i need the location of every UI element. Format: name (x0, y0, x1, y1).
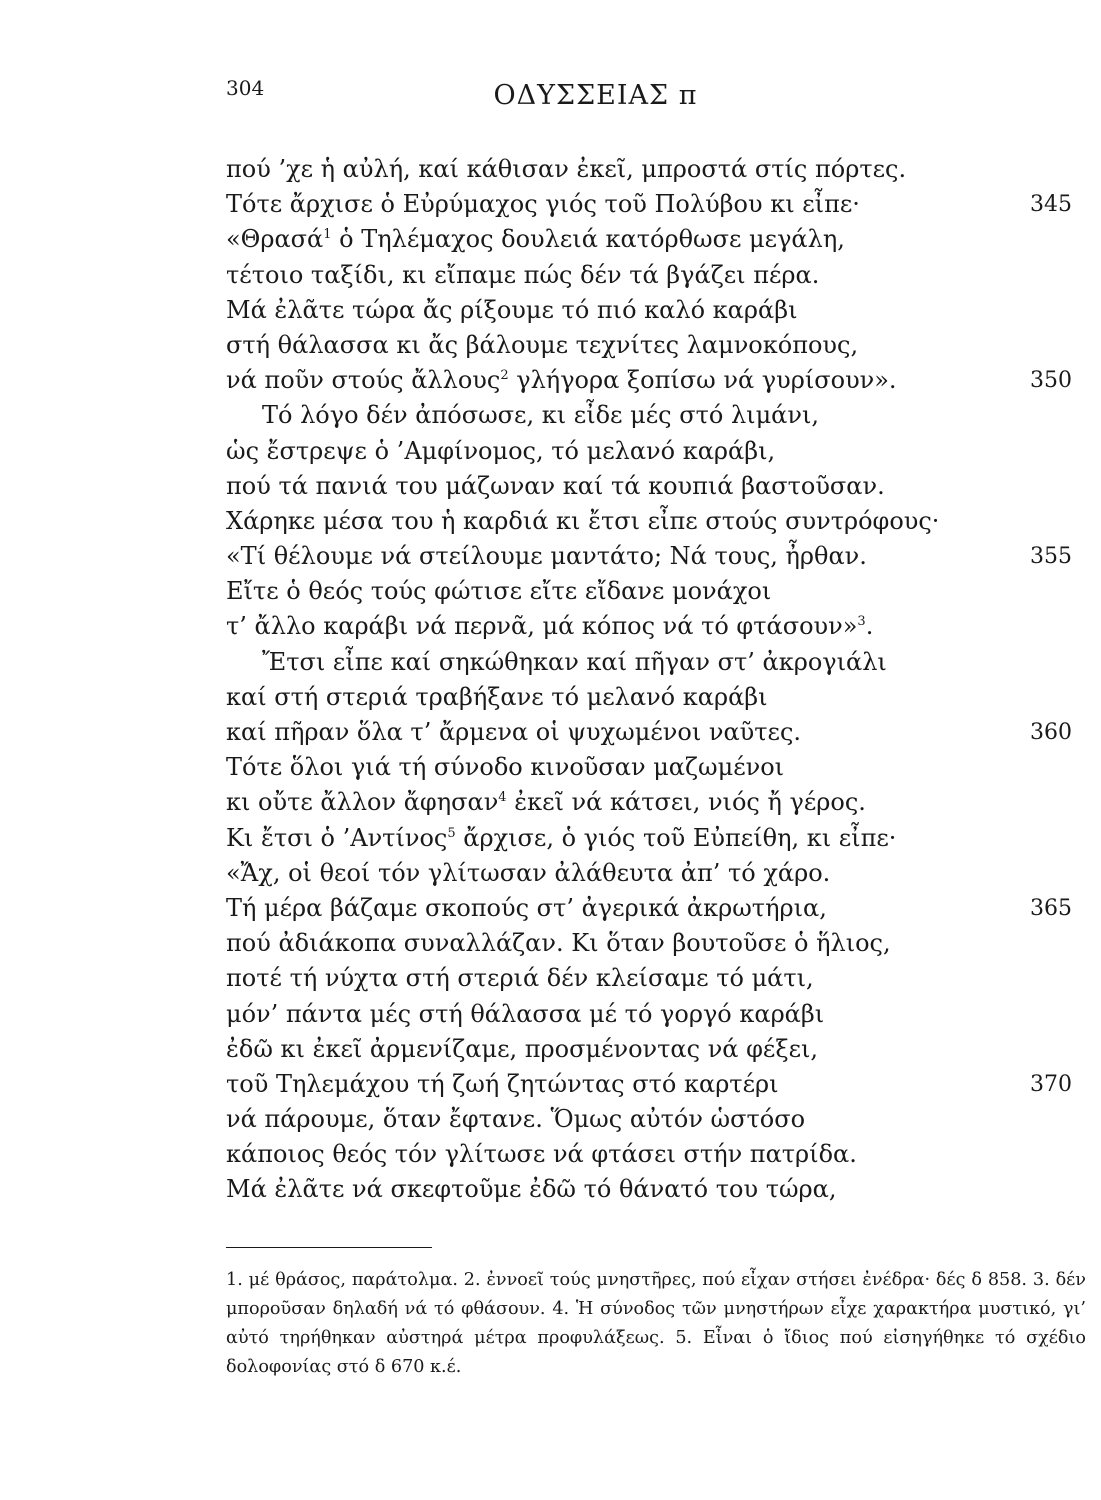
verse-fragment: «Θρασά (226, 225, 324, 254)
verse-fragment: Ἔτσι εἶπε καί σηκώθηκαν καί πῆγαν στ’ ἀκρογιάλι (262, 647, 887, 676)
verse-line (226, 715, 1096, 750)
verse-text (226, 718, 801, 746)
verse-line (226, 750, 1096, 785)
verse-fragment: Τό λόγο δέν ἀπόσωσε, κι εἶδε μές στό λιμάνι, (262, 401, 820, 430)
verse-fragment: μόν’ πάντα μές στή θάλασσα μέ τό γοργό καράβι (226, 999, 825, 1028)
verse-text (226, 753, 784, 781)
verse-line (226, 293, 1096, 328)
verse-fragment: ἐδῶ κι ἐκεῖ ἀρμενίζαμε, προσμένοντας νά φέξει, (226, 1034, 819, 1063)
verse-text (226, 859, 830, 887)
verse-text (226, 1070, 779, 1098)
footnote-marker: 5 (447, 825, 456, 841)
verse-text (226, 1035, 818, 1063)
verse-line (226, 539, 1096, 574)
verse-fragment: ἄρχισε, ὁ γιός τοῦ Εὐπείθη, κι εἶπε· (455, 823, 897, 852)
verse-line (226, 821, 1096, 856)
line-number: 360 (1030, 720, 1072, 745)
verse-line (226, 574, 1096, 609)
verse-line (226, 469, 1096, 504)
verse-text (226, 507, 939, 535)
verse-fragment: κι οὔτε ἄλλον ἄφησαν (226, 788, 499, 817)
footnotes: 1. μέ θράσος, παράτολμα. 2. ἐννοεῖ τούς μνηστῆρες, πού εἶχαν στήσει ἐνέδρα· δές δ 858. 3. δέν μποροῦσαν δηλαδή νά τό φθάσουν. 4. Ἡ σύνοδος τῶν μνηστήρων εἶχε χαρακτήρα μυστικό, γι’ αὐτό τηρήθηκαν αὐστηρά μέτρα προφυλάξεως. 5. Εἶναι ὁ ἴδιος πού εἰσηγήθηκε τό σχέδιο δολοφονίας στό δ 670 κ.έ. (226, 1270, 1086, 1377)
verse-line (226, 363, 1096, 398)
verse-text (226, 296, 797, 324)
verse-line (226, 1172, 1096, 1207)
verse-fragment: στή θάλασσα κι ἄς βάλουμε τεχνίτες λαμνοκόπους, (226, 330, 859, 359)
footnote-marker: 3 (857, 614, 866, 630)
verse-text (226, 964, 814, 992)
verse-line (226, 1102, 1096, 1137)
verse-text (226, 261, 819, 289)
verse-text (226, 1105, 805, 1133)
verse-text (226, 577, 771, 605)
verse-line (226, 926, 1096, 961)
verse-line (226, 961, 1096, 996)
verse-text (226, 190, 860, 218)
verse-text (226, 929, 891, 957)
verse-fragment: «Τί θέλουμε νά στείλουμε μαντάτο; Νά τους, ἦρθαν. (226, 542, 867, 571)
verse-text (226, 683, 768, 711)
verse-text (226, 894, 827, 922)
verse-fragment: καί πῆραν ὅλα τ’ ἄρμενα οἱ ψυχωμένοι ναῦτες. (226, 718, 802, 746)
verse-line (226, 891, 1096, 926)
verse-text (226, 1140, 857, 1168)
verse-line (226, 152, 1096, 187)
verse-line (226, 1032, 1096, 1067)
verse-fragment: πού τά πανιά του μάζωναν καί τά κουπιά βαστοῦσαν. (226, 471, 885, 500)
verse-fragment: ἐκεῖ νά κάτσει, νιός ἤ γέρος. (506, 788, 866, 817)
verse-text (226, 331, 858, 359)
verse-line (226, 328, 1096, 363)
verse-fragment: τοῦ Τηλεμάχου τή ζωή ζητώντας στό καρτέρι (226, 1069, 779, 1098)
verse-fragment: Μά ἐλᾶτε νά σκεφτοῦμε ἐδῶ τό θάνατό του τώρα, (226, 1175, 837, 1204)
footnote-divider (226, 1247, 432, 1248)
verse-text (226, 1000, 824, 1028)
verse-line (226, 187, 1096, 222)
verse-line (226, 645, 1096, 680)
verse-fragment: κάποιος θεός τόν γλίτωσε νά φτάσει στήν πατρίδα. (226, 1140, 857, 1169)
verse-fragment: . (865, 612, 874, 641)
verse-fragment: Τότε ὅλοι γιά τή σύνοδο κινοῦσαν μαζωμένοι (226, 753, 785, 782)
verse-fragment: Κι ἔτσι ὁ ’Αντίνος (226, 823, 448, 852)
verse-text (226, 824, 896, 852)
line-number: 345 (1030, 192, 1072, 218)
verse-line (226, 1137, 1096, 1172)
verse-fragment: τέτοιο ταξίδι, κι εἴπαμε πώς δέν τά βγάζει πέρα. (226, 260, 820, 289)
verse-text (226, 788, 866, 816)
verse-fragment: ποτέ τή νύχτα στή στεριά δέν κλείσαμε τό μάτι, (226, 964, 814, 993)
verse-fragment: Εἴτε ὁ θεός τούς φώτισε εἴτε εἴδανε μονάχοι (226, 577, 772, 606)
verse-text (226, 612, 873, 640)
running-title: ΟΔΥΣΣΕΙΑΣ π (493, 80, 698, 111)
verse-text (226, 155, 906, 183)
verse-text (226, 648, 887, 676)
verse-line (226, 609, 1096, 644)
verse-line (226, 398, 1096, 433)
verse-line (226, 856, 1096, 891)
footnote-marker: 1 (323, 227, 332, 243)
line-number: 365 (1030, 895, 1072, 921)
verse-fragment: Μά ἐλᾶτε τώρα ἄς ρίξουμε τό πιό καλό καράβι (226, 295, 798, 324)
verse-text (226, 542, 867, 570)
verse-fragment: Χάρηκε μέσα του ἡ καρδιά κι ἔτσι εἶπε στούς συντρόφους· (226, 506, 940, 535)
verse-fragment: νά ποῦν στούς ἄλλους (226, 366, 501, 395)
verse-line (226, 785, 1096, 820)
verse-fragment: Τότε ἄρχισε ὁ Εὐρύμαχος γιός τοῦ Πολύβου κι εἶπε· (226, 190, 860, 219)
verse-fragment: καί στή στεριά τραβήξανε τό μελανό καράβι (226, 682, 768, 711)
verse-line (226, 680, 1096, 715)
verse-line (226, 997, 1096, 1032)
verse-fragment: ὁ Τηλέμαχος δουλειά κατόρθωσε μεγάλη, (331, 225, 845, 254)
verse-text (226, 472, 885, 500)
verse-fragment: «Ἄχ, οἱ θεοί τόν γλίτωσαν ἀλάθευτα ἀπ’ τό χάρο. (226, 858, 831, 887)
verse-line (226, 222, 1096, 257)
verse-fragment: Τή μέρα βάζαμε σκοπούς στ’ ἀγερικά ἀκρωτήρια, (226, 893, 827, 922)
verse-line (226, 1067, 1096, 1102)
footnote-marker: 2 (500, 368, 509, 384)
verse-line (226, 258, 1096, 293)
page-number: 304 (226, 76, 265, 100)
verse-text (226, 1175, 837, 1203)
verse-line (226, 504, 1096, 539)
verse-fragment: πού ’χε ἡ αὐλή, καί κάθισαν ἐκεῖ, μπροστά στίς πόρτες. (226, 155, 907, 183)
verse-fragment: πού ἀδιάκοπα συναλλάζαν. Κι ὅταν βουτοῦσε ὁ ἥλιος, (226, 929, 891, 958)
verse-line (226, 434, 1096, 469)
verse-fragment: γλήγορα ξοπίσω νά γυρίσουν». (508, 366, 897, 395)
footnote-marker: 4 (498, 790, 507, 806)
verse-text (226, 225, 845, 253)
verse-fragment: τ’ ἄλλο καράβι νά περνᾶ, μά κόπος νά τό φτάσουν» (226, 612, 858, 641)
verse-text (226, 401, 819, 429)
poem-text (226, 152, 1096, 1208)
verse-text (226, 437, 775, 465)
verse-fragment: νά πάρουμε, ὅταν ἔφτανε. Ὅμως αὐτόν ὡστόσο (226, 1105, 806, 1134)
line-number: 370 (1030, 1071, 1072, 1097)
verse-fragment: ὡς ἔστρεψε ὁ ’Αμφίνομος, τό μελανό καράβι, (226, 436, 776, 465)
line-number: 350 (1030, 368, 1072, 394)
verse-text (226, 366, 897, 394)
line-number: 355 (1030, 544, 1072, 570)
